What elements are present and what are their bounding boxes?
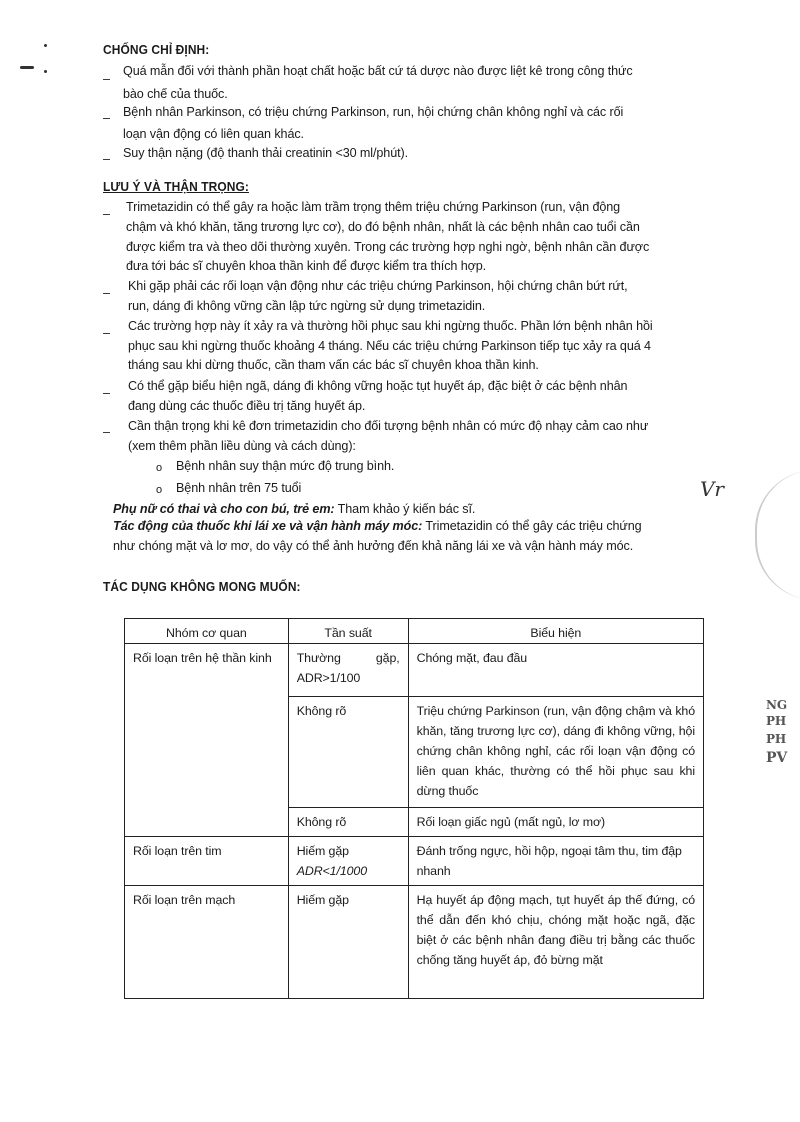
pregnancy-text: Tham khảo ý kiến bác sĩ. — [334, 502, 476, 516]
frequency-cell — [288, 837, 408, 886]
frequency-text: Hiếm gặp — [296, 844, 349, 858]
text-line: chậm và khó khăn, tăng trương lực cơ), do đó bệnh nhân, nhất là các bệnh nhân cao tuổi cần — [126, 220, 640, 234]
text-line: như chóng mặt và lơ mơ, do vậy có thể ảnh hưởng đến khả năng lái xe và vận hành máy móc. — [113, 539, 634, 553]
text-line: Khi gặp phải các rối loạn vận động như các triệu chứng Parkinson, hội chứng chân bứt rứt, — [128, 279, 628, 293]
header-organ-group: Nhóm cơ quan — [125, 619, 289, 644]
pregnancy-paragraph — [113, 502, 475, 516]
text-line: Cần thận trọng khi kê đơn trimetazidin cho đối tượng bệnh nhân có mức độ nhạy cảm cao như — [128, 419, 649, 433]
adverse-effects-table — [124, 618, 704, 999]
table-header-row — [125, 619, 704, 644]
text-line: bào chế của thuốc. — [123, 87, 228, 101]
scan-mark — [44, 44, 47, 47]
organ-group-cell: Rối loạn trên hệ thần kinh — [125, 644, 289, 837]
edge-stamp-text: PV — [766, 750, 788, 766]
manifestation-cell: Đánh trống ngực, hồi hộp, ngoại tâm thu, tim đập nhanh — [408, 837, 703, 886]
table-row — [125, 886, 704, 999]
text-line: đưa tới bác sĩ chuyên khoa thần kinh để được kiểm tra thích hợp. — [126, 259, 487, 273]
text-line: Suy thận nặng (độ thanh thải creatinin <30 ml/phút). — [123, 146, 408, 160]
bullet-circle: o — [156, 484, 163, 496]
text-line: phục sau khi ngừng thuốc khoảng 4 tháng. Nếu các triệu chứng Parkinson tiếp tục xảy ra quá 4 — [128, 339, 651, 353]
manifestation-cell: Rối loạn giấc ngủ (mất ngủ, lơ mơ) — [408, 808, 703, 837]
bullet-dash: – — [103, 425, 110, 439]
text-line: run, dáng đi không vững cần lập tức ngừng sử dụng trimetazidin. — [128, 299, 486, 313]
precautions-heading: LƯU Ý VÀ THẬN TRỌNG: — [103, 179, 249, 194]
contraindications-heading: CHỐNG CHỈ ĐỊNH: — [103, 42, 210, 57]
text-line: Bệnh nhân suy thận mức độ trung bình. — [176, 459, 395, 473]
frequency-cell: Không rõ — [288, 697, 408, 808]
text-line: tháng sau khi dừng thuốc, cần tham vấn các bác sĩ chuyên khoa thần kinh. — [128, 358, 539, 372]
scan-mark — [20, 66, 34, 69]
text-line: Có thể gặp biểu hiện ngã, dáng đi không vững hoặc tụt huyết áp, đặc biệt ở các bệnh nhân — [128, 379, 628, 393]
header-manifestation: Biểu hiện — [408, 619, 703, 644]
bullet-dash: – — [103, 386, 110, 400]
manifestation-cell: Chóng mặt, đau đầu — [408, 644, 703, 697]
text-line: Trimetazidin có thể gây ra hoặc làm trầm trọng thêm triệu chứng Parkinson (run, vận động — [126, 200, 621, 214]
bullet-dash: – — [103, 72, 110, 86]
edge-stamp-text: PH — [766, 732, 787, 746]
organ-group-cell: Rối loạn trên tim — [125, 837, 289, 886]
handwritten-initials: Vr — [700, 477, 724, 501]
frequency-ratio: ADR>1/100 — [296, 671, 361, 685]
text-line: loạn vận động có liên quan khác. — [123, 127, 304, 141]
stamp-fragment — [755, 470, 800, 600]
text-line: Bệnh nhân Parkinson, có triệu chứng Parkinson, run, hội chứng chân không nghỉ và các rối — [123, 105, 624, 119]
text-line: (xem thêm phần liều dùng và cách dùng): — [128, 439, 356, 453]
manifestation-cell: Hạ huyết áp động mạch, tụt huyết áp thế đứng, có thể dẫn đến khó chịu, chóng mặt hoặc ngã, đặc biệt ở các bệnh nhân đang điều trị bằng các thuốc chống tăng huyết áp, đỏ bừng mặt — [408, 886, 703, 999]
edge-stamp-text: PH — [766, 714, 787, 728]
scan-mark — [44, 70, 47, 73]
text-line: Bệnh nhân trên 75 tuổi — [176, 481, 302, 495]
text-line: Các trường hợp này ít xảy ra và thường hồi phục sau khi ngừng thuốc. Phần lớn bệnh nhân hồi — [128, 319, 653, 333]
bullet-dash: – — [103, 326, 110, 340]
text-line: Quá mẫn đối với thành phần hoạt chất hoặc bất cứ tá dược nào được liệt kê trong công thức — [123, 64, 633, 78]
organ-group-cell: Rối loạn trên mạch — [125, 886, 289, 999]
bullet-dash: – — [103, 207, 110, 221]
driving-text: Trimetazidin có thể gây các triệu chứng — [422, 519, 642, 533]
frequency-text: Thường gặp, — [296, 651, 400, 665]
manifestation-cell: Triệu chứng Parkinson (run, vận động chậm và khó khăn, tăng trương lực cơ), dáng đi không vững, hội chứng chân không nghỉ, các rối loạn vận động có liên quan khác, thường có thể hồi phục sau khi dừng thuốc — [408, 697, 703, 808]
pregnancy-label: Phụ nữ có thai và cho con bú, trẻ em: — [113, 502, 335, 516]
table-row — [125, 644, 704, 697]
table-row — [125, 837, 704, 886]
edge-stamp-text: NG — [766, 698, 788, 712]
frequency-cell — [288, 644, 408, 697]
header-frequency: Tần suất — [288, 619, 408, 644]
driving-paragraph — [113, 519, 642, 533]
bullet-dash: – — [103, 111, 110, 125]
text-line: đang dùng các thuốc điều trị tăng huyết áp. — [128, 399, 366, 413]
bullet-dash: – — [103, 286, 110, 300]
adverse-heading: TÁC DỤNG KHÔNG MONG MUỐN: — [103, 579, 301, 594]
bullet-circle: o — [156, 462, 163, 474]
frequency-ratio: ADR<1/1000 — [296, 864, 367, 878]
bullet-dash: – — [103, 152, 110, 166]
frequency-cell: Không rõ — [288, 808, 408, 837]
text-line: được kiểm tra và theo dõi thường xuyên. Trong các trường hợp nghi ngờ, bệnh nhân cần được — [126, 240, 650, 254]
frequency-cell: Hiếm gặp — [288, 886, 408, 999]
driving-label: Tác động của thuốc khi lái xe và vận hành máy móc: — [113, 519, 423, 533]
